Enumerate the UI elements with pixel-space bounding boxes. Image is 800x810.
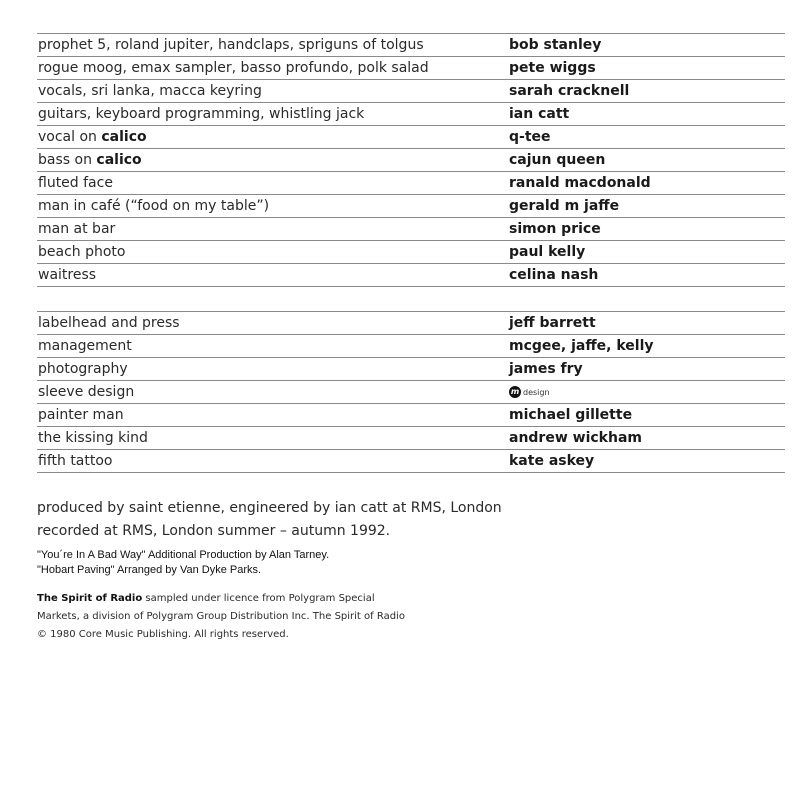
staff-name: james fry — [509, 361, 583, 377]
credit-name: gerald m jaffe — [509, 198, 620, 214]
production-line: produced by saint etienne, engineered by ian catt at RMS, London — [37, 500, 502, 516]
design-logo — [509, 386, 550, 398]
credit-row — [37, 56, 785, 79]
credit-name: pete wiggs — [509, 60, 596, 76]
credit-row — [37, 102, 785, 125]
credit-row — [37, 217, 785, 240]
song-title-calico: calico — [96, 152, 142, 168]
staff-row — [37, 357, 785, 380]
recording-line: recorded at RMS, London summer – autumn 1992. — [37, 523, 391, 539]
staff-table — [37, 311, 785, 473]
credit-name: bob stanley — [509, 37, 602, 53]
credits-table — [37, 33, 785, 287]
credit-row — [37, 79, 785, 102]
credit-name: q-tee — [509, 129, 551, 145]
note-line: "Hobart Paving" Arranged by Van Dyke Parks. — [37, 564, 262, 576]
sample-licence-text: sampled under licence from Polygram Special Markets, a division of Polygram Group Distribution Inc. The Spirit of Radio © 1980 Core Music Publishing. All rights reserved. — [37, 593, 405, 640]
credit-role: man at bar — [38, 221, 116, 237]
credit-role: man in café (“food on my table”) — [38, 198, 270, 214]
credit-name: celina nash — [509, 267, 599, 283]
credit-name: cajun queen — [509, 152, 606, 168]
credit-name: simon price — [509, 221, 601, 237]
m-logo-icon: m — [510, 387, 520, 396]
staff-role: management — [38, 338, 132, 354]
staff-name: jeff barrett — [509, 315, 596, 331]
staff-name: mcgee, jaffe, kelly — [509, 338, 654, 354]
sample-licence-note — [37, 590, 417, 644]
staff-role: sleeve design — [38, 384, 135, 400]
staff-name: michael gillette — [509, 407, 633, 423]
staff-row — [37, 334, 785, 357]
credit-role: fluted face — [38, 175, 113, 191]
credit-row — [37, 194, 785, 217]
credit-role — [38, 129, 147, 145]
credit-row — [37, 33, 785, 56]
staff-row — [37, 449, 785, 473]
credit-row — [37, 171, 785, 194]
sample-title: The Spirit of Radio — [37, 593, 143, 604]
credit-name: sarah cracknell — [509, 83, 630, 99]
staff-row — [37, 403, 785, 426]
staff-role: photography — [38, 361, 128, 377]
credit-role: vocals, sri lanka, macca keyring — [38, 83, 262, 99]
staff-row — [37, 380, 785, 403]
credit-row — [37, 148, 785, 171]
credit-name: ranald macdonald — [509, 175, 651, 191]
staff-name: kate askey — [509, 453, 595, 469]
credit-role — [38, 152, 142, 168]
logo-text: design — [523, 387, 550, 397]
staff-role: labelhead and press — [38, 315, 180, 331]
credit-role: prophet 5, roland jupiter, handclaps, spriguns of tolgus — [38, 37, 424, 53]
song-title-calico: calico — [101, 129, 147, 145]
staff-role: the kissing kind — [38, 430, 148, 446]
additional-notes — [37, 548, 329, 578]
credit-role: beach photo — [38, 244, 126, 260]
staff-role: fifth tattoo — [38, 453, 113, 469]
staff-row — [37, 311, 785, 334]
staff-name: andrew wickham — [509, 430, 642, 446]
note-line: "You´re In A Bad Way" Additional Production by Alan Tarney. — [37, 549, 330, 561]
credit-name: paul kelly — [509, 244, 586, 260]
staff-role: painter man — [38, 407, 124, 423]
credit-role: guitars, keyboard programming, whistling jack — [38, 106, 365, 122]
production-credits — [37, 497, 502, 543]
credit-row — [37, 125, 785, 148]
credit-row — [37, 240, 785, 263]
credit-name: ian catt — [509, 106, 570, 122]
staff-row — [37, 426, 785, 449]
credit-role-prefix: bass on — [38, 152, 97, 168]
credit-role: waitress — [38, 267, 97, 283]
credit-role-prefix: vocal on — [38, 129, 102, 145]
credit-row — [37, 263, 785, 287]
credit-role: rogue moog, emax sampler, basso profundo, polk salad — [38, 60, 429, 76]
